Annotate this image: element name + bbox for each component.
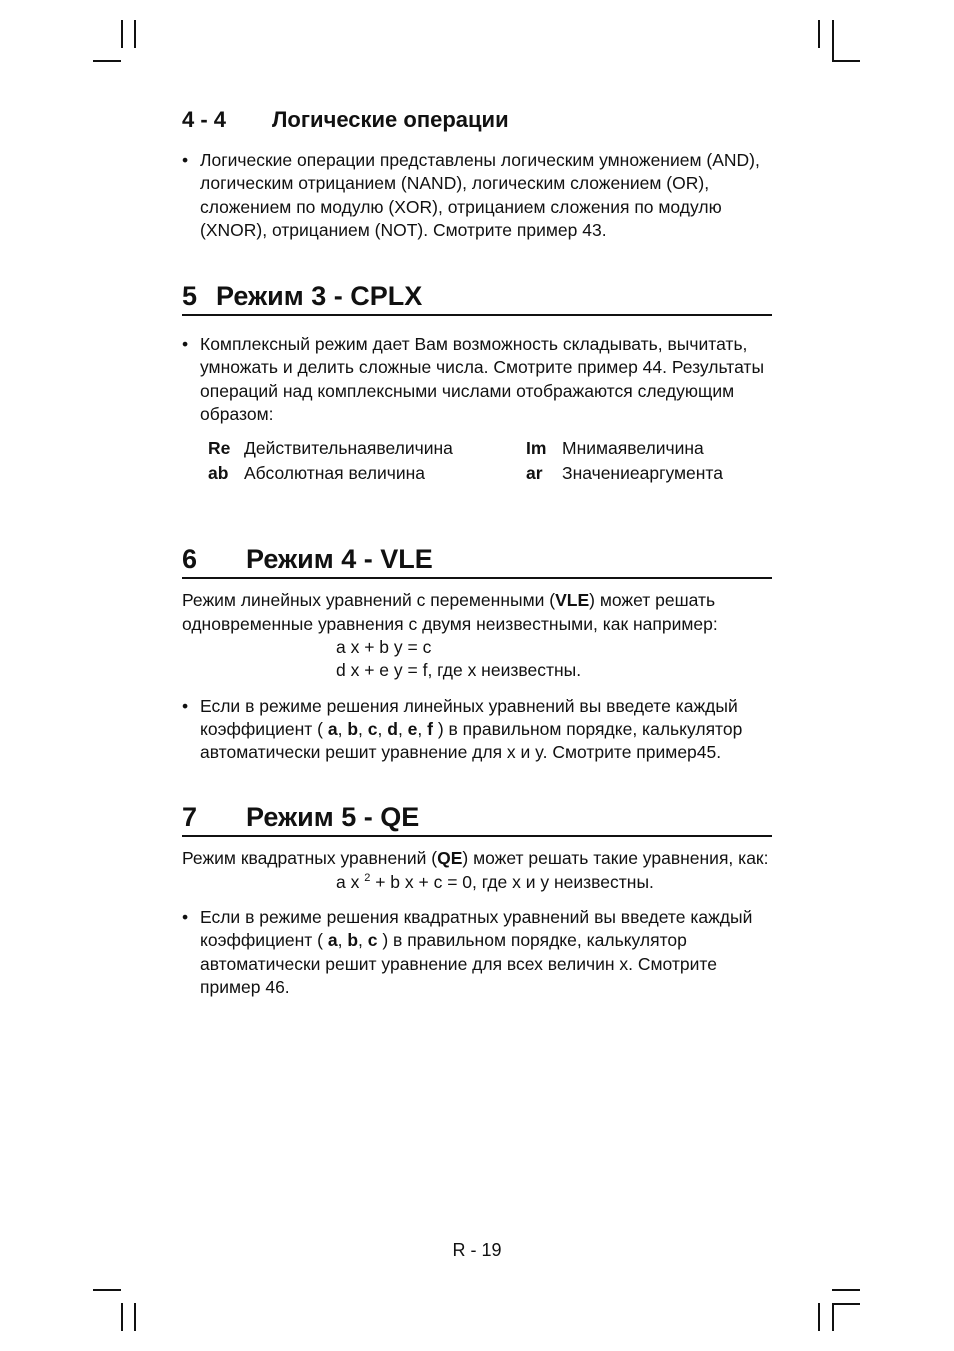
section-5-heading: [182, 279, 772, 316]
term-desc: Абсолютная величина: [244, 463, 426, 484]
section-title: Режим 5 - QE: [246, 802, 420, 833]
term-key: Im: [526, 438, 547, 459]
term-key: ab: [208, 463, 229, 484]
section-7-bullet: • Если в режиме решения квадратных уравнений вы введете каждый коэффициент ( a, b, c ) в правильном порядке, калькулятор автоматически решит уравнение для всех величин x. Смотрите пример 46.: [182, 907, 753, 997]
bullet-icon: •: [182, 150, 189, 170]
section-title: Логические операции: [272, 107, 509, 132]
section-7-heading: [182, 800, 772, 837]
section-6-heading: [182, 542, 772, 579]
bullet-icon: •: [182, 334, 189, 355]
term-desc: Действительнаявеличина: [244, 438, 453, 459]
section-number: 5: [182, 281, 198, 312]
page-number: R - 19: [452, 1240, 502, 1260]
section-title: Режим 3 - CPLX: [216, 281, 423, 312]
section-title: Режим 4 - VLE: [246, 544, 433, 575]
equation: d x + e y = f, где x неизвестны.: [336, 660, 582, 681]
section-5-bullet: • Комплексный режим дает Вам возможность складывать, вычитать, умножать и делить сложные числа. Смотрите пример 44. Результаты операций над комплексными числами отображаются следующим образом:: [182, 334, 765, 425]
section-number: 7: [182, 802, 198, 833]
bullet-icon: •: [182, 907, 189, 928]
page-content: [182, 104, 772, 999]
term-desc: Значениеаргумента: [562, 463, 723, 484]
section-7-intro: Режим квадратных уравнений (QE) может решать такие уравнения, как:: [182, 848, 769, 869]
section-number: 4 - 4: [182, 107, 227, 132]
section-4-4-heading: [182, 104, 772, 136]
term-key: Re: [208, 438, 231, 459]
section-4-4-bullet: • Логические операции представлены логическим умножением (AND), логическим отрицанием (NAND), логическим сложением (OR), сложением по модулю (XOR), отрицанием сложения по модулю (XNOR), отрицанием (NOT). Смотрите пример 43.: [182, 150, 760, 240]
term-desc: Мнимаявеличина: [562, 438, 704, 459]
section-6-intro: Режим линейных уравнений с переменными (VLE) может решать одновременные уравнения с двумя неизвестными, как например:: [182, 590, 718, 634]
complex-result-terms: [208, 436, 772, 486]
equation: a x + b y = c: [336, 636, 432, 657]
section-number: 6: [182, 544, 198, 575]
equation: a x $^2$ + b x + c = 0, где x и y неизвестны.: [336, 871, 654, 892]
section-6-bullet: • Если в режиме решения линейных уравнений вы введете каждый коэффициент ( a, b, c, d, e, f ) в правильном порядке, калькулятор автоматически решит уравнение для x и y. Смотрите пример45.: [182, 695, 743, 763]
bullet-icon: •: [182, 695, 189, 716]
term-key: ar: [526, 463, 543, 484]
